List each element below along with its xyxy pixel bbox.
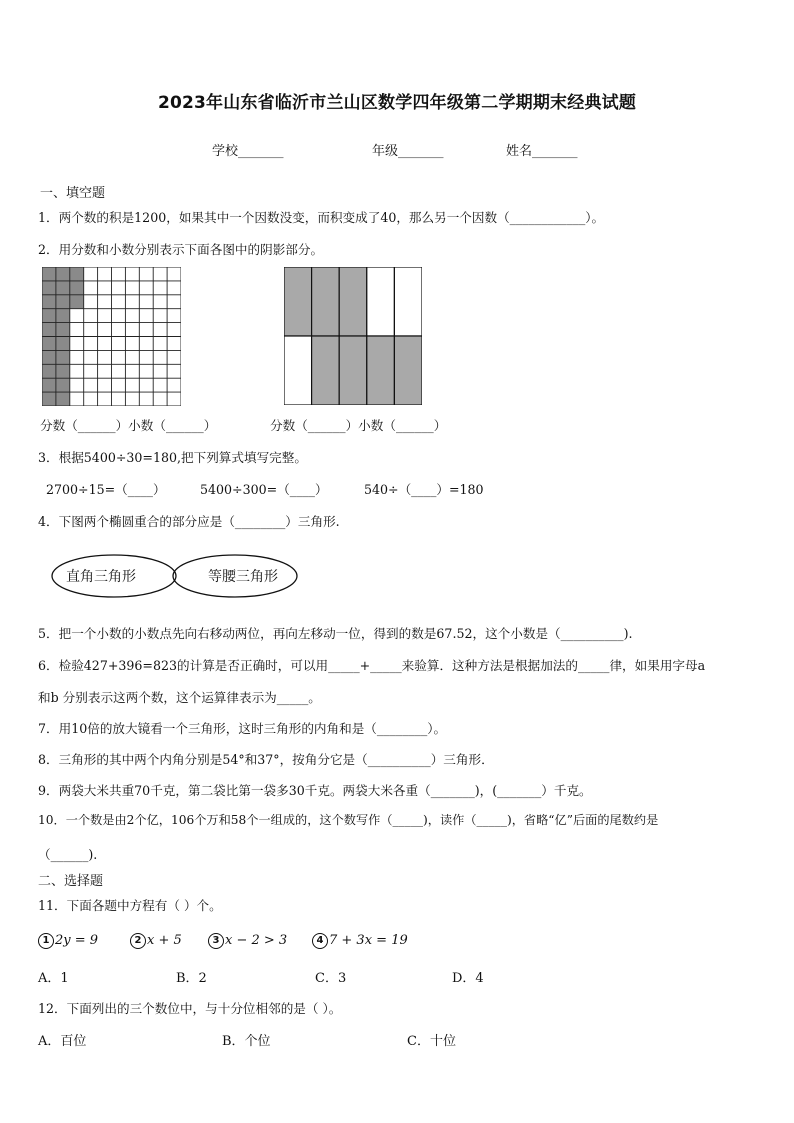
q11-option-c[interactable]: C．3 [315, 971, 347, 986]
q12-option-a[interactable]: A．百位 [38, 1034, 87, 1049]
grade-field: 年级_______ [372, 144, 444, 159]
question-12: 12．下面列出的三个数位中，与十分位相邻的是（ ）。 [38, 1001, 342, 1016]
q11-expr-4: 7 + 3x = 19 [329, 933, 408, 948]
section-multiple-choice: 二、选择题 [38, 874, 104, 889]
empty-cell [284, 336, 312, 405]
q12-option-b[interactable]: B．个位 [222, 1034, 271, 1049]
shaded-cell [56, 350, 70, 364]
question-6-line1: 6．检验427+396=823的计算是否正确时，可以用_____+_____来验算．这种方法是根据加法的_____律，如果用字母a [38, 658, 706, 673]
shaded-cell [70, 267, 84, 281]
question-6-line2: 和b 分别表示这两个数，这个运算律表示为_____。 [38, 690, 321, 705]
shaded-cell [56, 392, 70, 406]
q11-expr-3: x − 2 > 3 [225, 933, 288, 948]
shaded-cell [56, 337, 70, 351]
shaded-cell [56, 323, 70, 337]
question-8: 8．三角形的其中两个内角分别是54°和37°，按角分它是（__________）三角形． [38, 752, 494, 767]
empty-cell [367, 267, 395, 336]
shaded-cell [42, 267, 56, 281]
shaded-cell [70, 281, 84, 295]
q11-item-4 [312, 929, 408, 949]
name-field: 姓名_______ [506, 144, 578, 159]
question-9: 9．两袋大米共重70千克，第二袋比第一袋多30千克。两袋大米各重（_______)，(_______）千克。 [38, 783, 592, 798]
shaded-cell [56, 309, 70, 323]
shaded-cell [312, 267, 340, 336]
shaded-cell [42, 392, 56, 406]
shaded-cell [56, 267, 70, 281]
circled-number: 4 [312, 933, 328, 949]
question-3: 3．根据5400÷30=180,把下列算式填写完整。 [38, 450, 307, 465]
question-11: 11．下面各题中方程有（ ）个。 [38, 898, 222, 913]
shaded-cell [56, 364, 70, 378]
school-field: 学校_______ [212, 144, 284, 159]
q11-item-3 [208, 929, 287, 949]
shaded-cell [42, 323, 56, 337]
page-title: 2023年山东省临沂市兰山区数学四年级第二学期期末经典试题 [157, 93, 637, 113]
question-10-line1: 10．一个数是由2个亿，106个万和58个一组成的，这个数写作（_____)，读作（_____)，省略“亿”后面的尾数约是 [38, 813, 659, 827]
shaded-cell [42, 281, 56, 295]
question-10-line2: （______). [38, 847, 98, 862]
shaded-cell [42, 350, 56, 364]
question-4: 4．下图两个椭圆重合的部分应是（________）三角形. [38, 514, 340, 529]
shaded-cell [339, 336, 367, 405]
ellipse-right-label: 等腰三角形 [208, 569, 278, 585]
shaded-cell [42, 378, 56, 392]
q11-option-d[interactable]: D．4 [452, 971, 484, 986]
shaded-cell [394, 336, 422, 405]
ellipse-left-label: 直角三角形 [66, 569, 136, 585]
empty-cell [394, 267, 422, 336]
question-7: 7．用10倍的放大镜看一个三角形，这时三角形的内角和是（________）。 [38, 721, 447, 736]
shaded-cell [56, 281, 70, 295]
circled-number: 1 [38, 933, 54, 949]
q11-item-1 [38, 929, 98, 949]
q11-option-a[interactable]: A．1 [38, 971, 69, 986]
shaded-cell [42, 309, 56, 323]
q3-equation-b: 5400÷300=（____） [200, 482, 328, 497]
shaded-cell [339, 267, 367, 336]
q2-answer-left: 分数（______）小数（______） [40, 418, 217, 433]
q12-option-c[interactable]: C．十位 [407, 1034, 456, 1049]
q2-answer-right: 分数（______）小数（______） [270, 418, 447, 433]
q11-option-b[interactable]: B．2 [176, 971, 207, 986]
q11-item-2 [130, 929, 182, 949]
q11-expr-2: x + 5 [147, 933, 182, 948]
shaded-cell [56, 378, 70, 392]
question-5: 5．把一个小数的小数点先向右移动两位，再向左移动一位，得到的数是67.52，这个小数是（__________). [38, 626, 633, 641]
tenths-grid-figure [284, 267, 422, 405]
q11-expr-1: 2y = 9 [55, 933, 99, 948]
q3-equation-c: 540÷（____）=180 [364, 482, 484, 497]
shaded-cell [42, 337, 56, 351]
question-1: 1．两个数的积是1200，如果其中一个因数没变，而积变成了40，那么另一个因数（____________）。 [38, 210, 605, 225]
question-2: 2．用分数和小数分别表示下面各图中的阴影部分。 [38, 242, 324, 257]
section-fill-blank: 一、填空题 [40, 186, 106, 201]
shaded-cell [42, 364, 56, 378]
shaded-cell [42, 295, 56, 309]
circled-number: 2 [130, 933, 146, 949]
shaded-cell [284, 267, 312, 336]
q3-equation-a: 2700÷15=（____） [46, 482, 166, 497]
hundred-grid-figure [42, 267, 181, 406]
shaded-cell [312, 336, 340, 405]
shaded-cell [56, 295, 70, 309]
shaded-cell [70, 295, 84, 309]
circled-number: 3 [208, 933, 224, 949]
shaded-cell [367, 336, 395, 405]
